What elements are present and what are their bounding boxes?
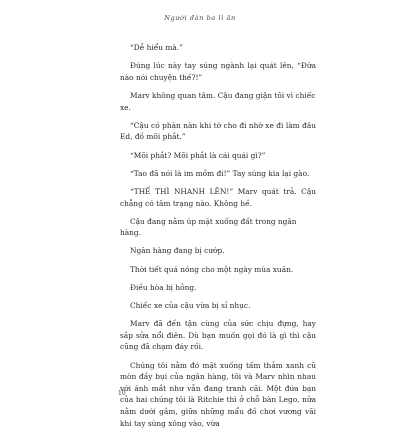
paragraph: “Mõi phắt? Mõi phắt là cái quái gì?”	[130, 150, 266, 160]
body-text	[120, 42, 316, 436]
page-number: 10	[118, 390, 126, 397]
paragraph: Chúng tôi nằm đó mặt xuống tấm thảm xanh cũ mòn đầy bụi của ngân hàng, tôi và Marv nhìn nhau với ánh mắt như vẫn đang tranh cãi. Một đứa bạn của hai chúng tôi là Ritchie thì ở chỗ bàn Lego, nửa nằm dưới gầm, giữa những mẩu đồ chơi vương vãi khi tay súng xông vào, vừa	[120, 360, 316, 428]
paragraph: Marv đã đến tận cùng của sức chịu đựng, hay sắp sửa nổi điên. Dù bạn muốn gọi đó là gì thì cậu cũng đã chạm đáy rồi.	[120, 319, 316, 352]
paragraph: “Cậu có phàn nàn khi tớ cho đi nhờ xe đi làm đâu Ed, đồ mõi phắt.”	[120, 120, 316, 142]
running-head: Người đàn ba lì ăn	[164, 14, 236, 22]
paragraph: “Dễ hiểu mà.”	[130, 43, 183, 52]
paragraph: Đúng lúc này tay súng ngành lại quát lên, “Đứa nào nói chuyện thế?!”	[120, 61, 316, 82]
paragraph: “THẾ THÌ NHANH LÊN!” Marv quát trả. Cậu chẳng có tâm trạng nào. Không hề.	[120, 186, 316, 208]
paragraph: Thời tiết quá nóng cho một ngày mùa xuân.	[130, 264, 294, 274]
paragraph: Điều hòa bị hỏng.	[130, 282, 197, 292]
paragraph: Chiếc xe của cậu vừa bị sỉ nhục.	[130, 301, 251, 311]
paragraph: “Tao đã nói là im mồm đi!” Tay súng kia lại gào.	[130, 168, 310, 178]
paragraph: Marv không quan tâm. Cậu đang giận tôi vì chiếc xe.	[120, 90, 316, 112]
paragraph: Cậu đang nằm úp mặt xuống đất trong ngân hàng.	[120, 216, 297, 238]
paragraph: Ngân hàng đang bị cướp.	[130, 246, 225, 256]
